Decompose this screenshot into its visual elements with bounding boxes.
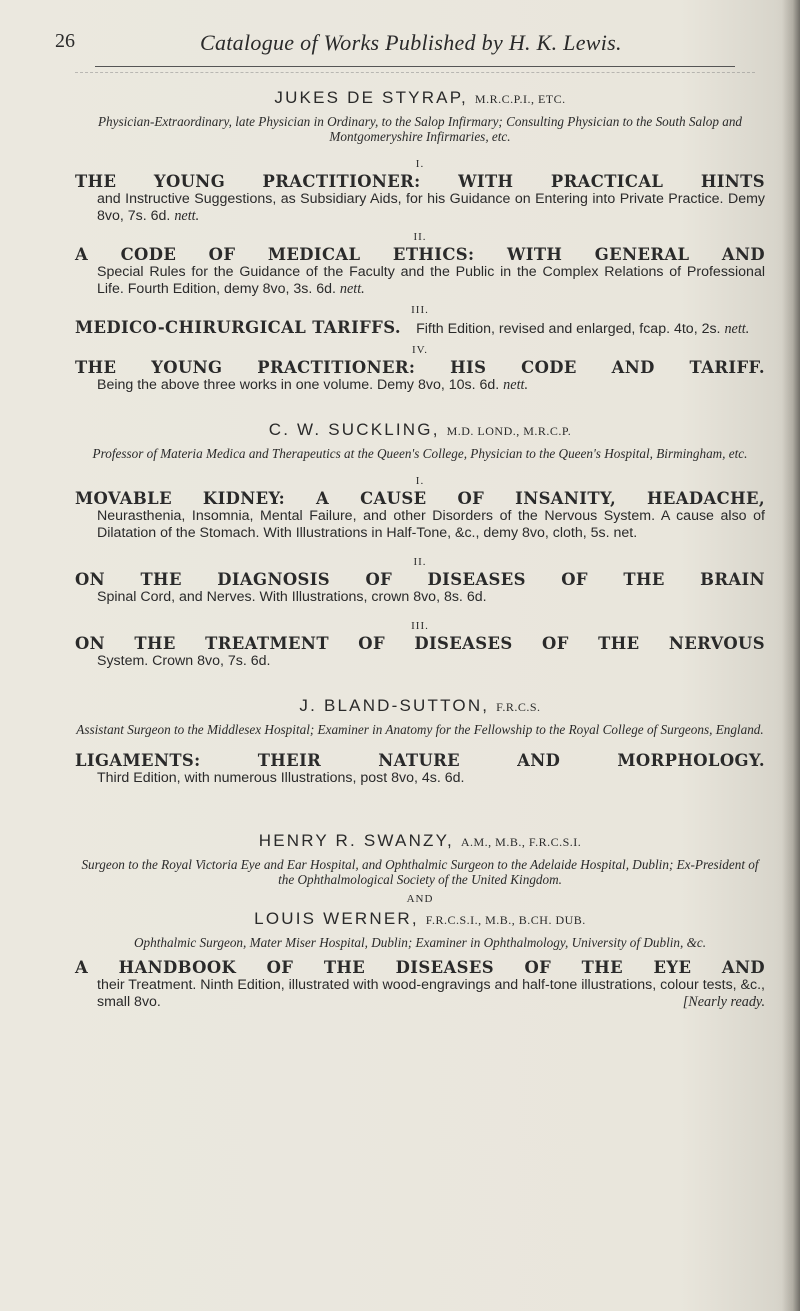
work-details <box>97 191 765 225</box>
work-numeral: II. <box>413 556 427 568</box>
work-title: A CODE OF MEDICAL ETHICS: WITH GENERAL AND <box>75 245 765 264</box>
work-details <box>97 508 765 542</box>
price-suffix: nett. <box>339 281 365 297</box>
author-name: JUKES DE STYRAP, <box>274 88 468 107</box>
work-title: ON THE TREATMENT OF DISEASES OF THE NERVOUS <box>75 634 765 653</box>
work-details <box>97 770 765 787</box>
page-number: 26 <box>55 30 75 52</box>
author-name: HENRY R. SWANZY, <box>258 831 454 850</box>
price-suffix: nett. <box>724 321 750 337</box>
author-section-bland-sutton <box>75 696 765 787</box>
work-numeral: II. <box>413 231 427 243</box>
work-details <box>97 653 765 670</box>
author-credentials: M.D. LOND., M.R.C.P. <box>446 424 572 438</box>
author-section-suckling <box>75 420 765 670</box>
work-numeral: I. <box>415 475 425 487</box>
work-details-text: System. Crown 8vo, 7s. 6d. <box>97 653 271 669</box>
work-numeral: III. <box>411 620 429 632</box>
page-edge-shadow <box>782 0 800 1311</box>
work-details-text: Special Rules for the Guidance of the Faculty and the Public in the Complex Relations of Professional Life. Fourth Edition, demy 8vo, 3s. 6d. <box>97 264 765 297</box>
and-separator: AND <box>406 893 434 905</box>
header-rule <box>95 66 735 67</box>
author-credentials: F.R.C.S.I., M.B., B.CH. DUB. <box>425 913 586 927</box>
work-details <box>97 377 765 394</box>
work-title: MOVABLE KIDNEY: A CAUSE OF INSANITY, HEADACHE, <box>75 489 765 508</box>
work-title: LIGAMENTS: THEIR NATURE AND MORPHOLOGY. <box>75 751 765 770</box>
author-section-swanzy-werner <box>75 831 765 1011</box>
status-note: [Nearly ready. <box>682 994 765 1010</box>
work-numeral: IV. <box>412 344 428 356</box>
work-title: ON THE DIAGNOSIS OF DISEASES OF THE BRAIN <box>75 570 765 589</box>
catalogue-content <box>75 88 765 1011</box>
author-heading <box>75 831 765 851</box>
author-description: Surgeon to the Royal Victoria Eye and Ear Hospital, and Ophthalmic Surgeon to the Adelaide Hospital, Dublin; Ex-President of the Ophthalmological Society of the United Kingdom. <box>81 857 759 887</box>
author-credentials: M.R.C.P.I., ETC. <box>474 92 566 106</box>
author-heading <box>75 909 765 929</box>
author-description: Assistant Surgeon to the Middlesex Hospital; Examiner in Anatomy for the Fellowship to the Royal College of Surgeons, England. <box>76 722 764 737</box>
work-details <box>97 977 765 1011</box>
author-name: LOUIS WERNER, <box>254 909 419 928</box>
author-description: Professor of Materia Medica and Therapeutics at the Queen's College, Physician to the Queen's Hospital, Birmingham, etc. <box>92 446 748 461</box>
author-heading <box>75 88 765 108</box>
work-details-text: Fifth Edition, revised and enlarged, fcap. 4to, 2s. <box>416 321 721 337</box>
work-details-text: Third Edition, with numerous Illustrations, post 8vo, 4s. 6d. <box>97 770 465 786</box>
header-rule-faint <box>75 72 755 73</box>
work-details-text: Being the above three works in one volume. Demy 8vo, 10s. 6d. <box>97 377 500 393</box>
author-section-jukes-de-styrap <box>75 88 765 394</box>
author-credentials: F.R.C.S. <box>496 700 541 714</box>
work-details <box>416 321 749 337</box>
work-details <box>97 264 765 298</box>
page-header <box>55 30 775 70</box>
work-details-text: Spinal Cord, and Nerves. With Illustrations, crown 8vo, 8s. 6d. <box>97 589 487 605</box>
author-heading <box>75 420 765 440</box>
author-description: Physician-Extraordinary, late Physician in Ordinary, to the Salop Infirmary; Consulting Physician to the South Salop and Montgomeryshire Infirmaries, etc. <box>97 114 743 144</box>
work-details-text: their Treatment. Ninth Edition, illustrated with wood-engravings and half-tone illustrations, colour tests, &c., small 8vo. <box>97 977 765 1010</box>
author-description: Ophthalmic Surgeon, Mater Miser Hospital, Dublin; Examiner in Ophthalmology, University of Dublin, &c. <box>133 935 706 950</box>
work-title: THE YOUNG PRACTITIONER: WITH PRACTICAL HINTS <box>75 172 765 191</box>
work-title: A HANDBOOK OF THE DISEASES OF THE EYE AND <box>75 958 765 977</box>
author-name: J. BLAND-SUTTON, <box>299 696 490 715</box>
work-title: THE YOUNG PRACTITIONER: HIS CODE AND TARIFF. <box>75 358 765 377</box>
work-details-text: Neurasthenia, Insomnia, Mental Failure, and other Disorders of the Nervous System. A cause also of Dilatation of the Stomach. With Illustrations in Half-Tone, &c., demy 8vo, cloth, 5s. net. <box>97 508 765 541</box>
work-numeral: I. <box>415 158 425 170</box>
author-credentials: A.M., M.B., F.R.C.S.I. <box>460 835 582 849</box>
author-name: C. W. SUCKLING, <box>268 420 440 439</box>
price-suffix: nett. <box>503 377 528 393</box>
work-details <box>97 589 765 606</box>
work-title: MEDICO-CHIRURGICAL TARIFFS. <box>75 318 401 337</box>
price-suffix: nett. <box>174 208 200 224</box>
work-details-text: and Instructive Suggestions, as Subsidiary Aids, for his Guidance on Entering into Private Practice. Demy 8vo, 7s. 6d. <box>97 191 765 224</box>
author-heading <box>75 696 765 716</box>
work-numeral: III. <box>411 304 429 316</box>
running-title: Catalogue of Works Published by H. K. Lewis. <box>200 30 622 55</box>
